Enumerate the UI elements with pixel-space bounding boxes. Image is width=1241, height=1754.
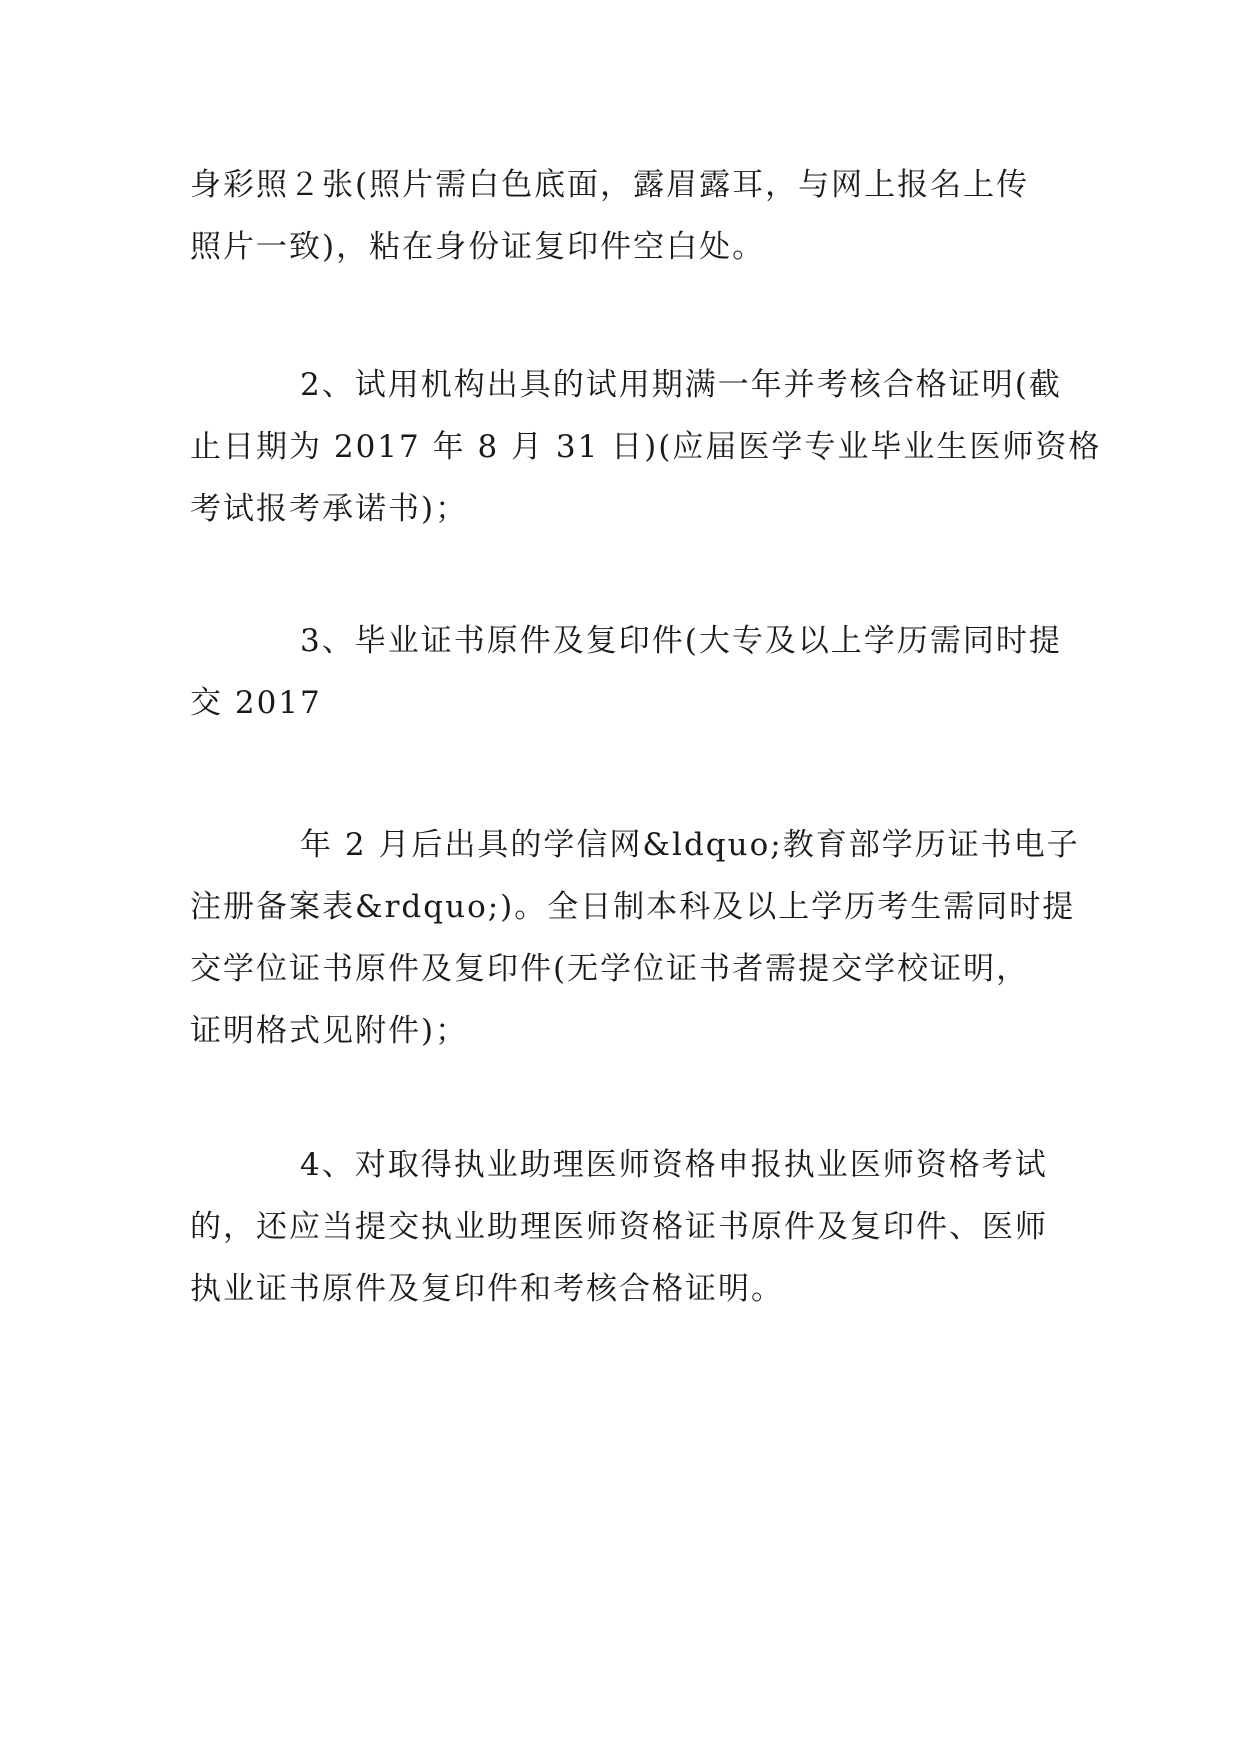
paragraph-line: 4、对取得执业助理医师资格申报执业医师资格考试 bbox=[300, 1147, 1048, 1183]
paragraph-line: 执业证书原件及复印件和考核合格证明。 bbox=[190, 1271, 784, 1307]
paragraph-line: 的，还应当提交执业助理医师资格证书原件及复印件、医师 bbox=[190, 1209, 1048, 1245]
paragraph-line: 考试报考承诺书)； bbox=[190, 491, 469, 527]
paragraph-line: 年 2 月后出具的学信网&ldquo;教育部学历证书电子 bbox=[300, 827, 1080, 863]
paragraph-item-3-continued bbox=[190, 814, 1080, 1062]
paragraph-line: 交学位证书原件及复印件(无学位证书者需提交学校证明， bbox=[190, 951, 1030, 987]
paragraph-item-4 bbox=[190, 1134, 1050, 1320]
paragraph-item-3 bbox=[190, 610, 1062, 734]
paragraph-item-2 bbox=[190, 354, 1102, 540]
paragraph-line: 止日期为 2017 年 8 月 31 日)(应届医学专业毕业生医师资格 bbox=[190, 429, 1102, 465]
paragraph-line: 交 2017 bbox=[190, 685, 322, 721]
paragraph-line: 照片一致)，粘在身份证复印件空白处。 bbox=[190, 229, 766, 265]
paragraph-line: 注册备案表&rdquo;)。全日制本科及以上学历考生需同时提 bbox=[190, 889, 1076, 925]
paragraph-line: 2、试用机构出具的试用期满一年并考核合格证明(截 bbox=[300, 367, 1062, 403]
paragraph-line: 3、毕业证书原件及复印件(大专及以上学历需同时提 bbox=[300, 623, 1062, 659]
paragraph-photo-requirement bbox=[190, 154, 1050, 278]
paragraph-line: 证明格式见附件)； bbox=[190, 1013, 469, 1049]
paragraph-line: 身彩照２张(照片需白色底面，露眉露耳，与网上报名上传 bbox=[190, 167, 1030, 203]
